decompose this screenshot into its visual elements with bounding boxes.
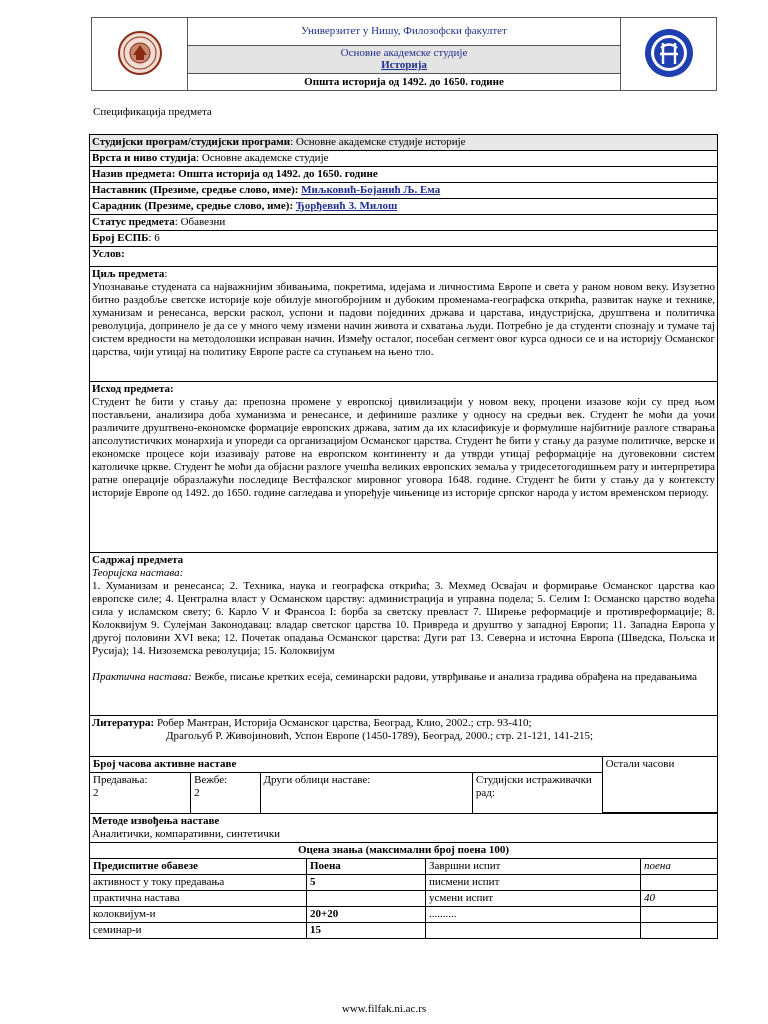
grading-row: практична настава усмени испит 40: [90, 891, 717, 907]
name-row: Назив предмета: Општа историја од 1492. до 1650. године: [90, 167, 718, 183]
faculty-logo-cell: [621, 18, 717, 91]
outcome-text: Студент ће бити у стању да: препозна промене у европској цивилизацији у новом веку, процени изазове који су пред њом постављени, анализира доба хуманизма и ренесансе, и дефинише разлике у односу на средњи век. Студент ће моћи да уочи различите друштвено-економске формације европских држава, затим да их класификује и формулише најбитније разлоге стварања апсолутистичких монархија и упореди са организацијом Османског царства. Студент ће бити у стању да разуме политичке, верске и економске процесе који изазивају ратове на европском континенту и да утврди утицај реформације на дуговековни систем католичке цркве. Студент ће моћи да објасни разлоге учешћа великих европских земаља у тридесетогодишњем рату и интерпретира ратне операције образлажући последице Вестфалског мировног уговора 1648. године. Студент ће бити у стању да у контексту историје Европе од 1492. до 1650. године сагледава и упоређује чињенице из историје српског народа у истом временском периоду.: [92, 396, 715, 499]
assistant-link[interactable]: Ђорђевић З. Милош: [295, 200, 398, 212]
university-seal-cell: [92, 18, 188, 91]
grading-table: [90, 843, 717, 938]
grading-row: активност у току предавања 5 писмени испит: [90, 875, 717, 891]
methods-text: Аналитички, компаративни, синтетички: [92, 828, 281, 840]
exercises-cell: Вежбе: 2: [191, 773, 260, 813]
course-spec-table: [89, 134, 718, 939]
grading-col3: Завршни испит: [426, 859, 641, 875]
hours-label-cell: Број часова активне наставе: [90, 757, 602, 773]
course-title: Општа историја од 1492. до 1650. године: [304, 76, 504, 88]
literature-label: Литература:: [92, 717, 155, 729]
hours-table: [90, 757, 717, 813]
grading-col2: Поена: [307, 859, 426, 875]
teacher-row: Наставник (Презиме, средње слово, име): Миљковић-Бојанић Љ. Ема: [90, 183, 718, 199]
research-cell: Студијски истраживачки рад:: [472, 773, 602, 813]
grading-cell: [90, 843, 718, 939]
assistant-row: Сарадник (Презиме, средње слово, име): Ђорђевић З. Милош: [90, 199, 718, 215]
university-seal-logo: [117, 30, 163, 76]
goal-text: Упознавање студената са најважнијим збивањима, покретима, идејама и личностима Европе и света у раном новом веку. Изузетно битно раздобље светске историје које обилује многобројним и дубоким променама-географска открића, развитак науке и технике, хуманизам и ренесанса, верски раскол, успони и падови појединих држава и царстава, индустријска, друштвена и политичка револуција, допринело је да се у много чему измени начин живота и схватања људи. Потребно је да студенти спознају и тумаче тај систем вредности на методолошки исправан начин. Између осталог, посебан сегмент овог курса односи се и на историју Османског царства, чији утицај на политику Европе расте са ступањем на њено тло.: [92, 281, 715, 358]
grading-col4: поена: [641, 859, 718, 875]
faculty-logo: [643, 27, 695, 79]
teacher-link[interactable]: Миљковић-Бојанић Љ. Ема: [301, 184, 441, 196]
spec-label: Спецификација предмета: [93, 106, 212, 118]
outcome-cell: [90, 382, 718, 553]
methods-label: Методе извођења наставе: [92, 815, 220, 827]
theory-text: 1. Хуманизам и ренесанса; 2. Техника, наука и географска открића; 3. Мехмед Освајач и формирање Османског царства као европске силе; 4. Централна власт у Османском царству: администрација и управна подела; 5. Селим I: Османско царство водећа сила у исламском свету; 6. Карло V и Франсоа I: борба за светску превласт 7. Ширење реформације и противреформације; 8. Колоквијум 9. Сулејман Законодавац: владар светског царства 10. Привреда и друштво у западној Европи; 11. Западна Европа у другој половини XVI века; 12. Почетак опадања Османског царства: Дуги рат 13. Северна и источна Европа (Шведска, Пољска и Русија); 14. Низоземска револуција; 15. Колоквијум: [92, 580, 715, 657]
practice-label: Практична настава:: [92, 671, 192, 683]
hours-cell: [90, 757, 718, 814]
literature-cell: Литература: Робер Мантран, Историја Османског царства, Београд, Клио, 2002.; стр. 93-410; Драгољуб Р. Живојиновић, Успон Европе (1450-1789), Београд, 2000.; стр. 21-121, 141-215;: [90, 716, 718, 757]
program-row: Студијски програм/студијски програми: Основне академске студије историје: [90, 135, 718, 151]
university-name: Универзитет у Нишу, Филозофски факултет: [188, 18, 620, 46]
content-cell: [90, 553, 718, 716]
espb-row: Број ЕСПБ: 6: [90, 231, 718, 247]
department-name: Историја: [381, 59, 427, 71]
studies-block: [188, 46, 620, 74]
other-hours-cell: Остали часови: [602, 757, 717, 813]
footer-url[interactable]: www.filfak.ni.ac.rs: [341, 1003, 427, 1015]
practice-text: Вежбе, писање кретких есеја, семинарски радови, утврђивање и анализа градива обрађена на предавањима: [191, 671, 697, 683]
goal-cell: Циљ предмета: Упознавање студената са најважнијим збивањима, покретима, идејама и личностима Европе и света у раном новом веку. Изузетно битно раздобље светске историје које обилује многобројним и дубоким променама-географска открића, развитак науке и технике, хуманизам и ренесанса, верски раскол, успони и падови појединих држава и царстава, индустријска, друштвена и политичка револуција, допринело је да се у много чему измени начин живота и схватања људи. Потребно је да студенти спознају и тумаче тај систем вредности на методолошки исправан начин. Између осталог, посебан сегмент овог курса односи се и на историју Османског царства, чији утицај на политику Европе расте са ступањем на њено тло.: [90, 267, 718, 382]
condition-row: Услов:: [90, 247, 718, 267]
grading-row: семинар-и 15: [90, 923, 717, 939]
goal-label: Циљ предмета: [92, 268, 165, 280]
other-forms-cell: Други облици наставе:: [260, 773, 472, 813]
status-row: Статус предмета: Обавезни: [90, 215, 718, 231]
grading-row: колоквијум-и 20+20 ..........: [90, 907, 717, 923]
outcome-label: Исход предмета:: [92, 383, 174, 395]
grading-col1: Предиспитне обавезе: [90, 859, 307, 875]
studies-name: Основне академске студије: [340, 47, 468, 59]
header-center: [188, 18, 621, 91]
content-label: Садржај предмета: [92, 554, 184, 566]
header-table: [91, 17, 717, 91]
lectures-cell: Предавања: 2: [90, 773, 191, 813]
type-row: Врста и ниво студија: Основне академске студије: [90, 151, 718, 167]
grading-title: Оцена знања (максимални број поена 100): [90, 843, 717, 859]
theory-label: Теоријска настава:: [92, 567, 184, 579]
methods-cell: [90, 814, 718, 843]
